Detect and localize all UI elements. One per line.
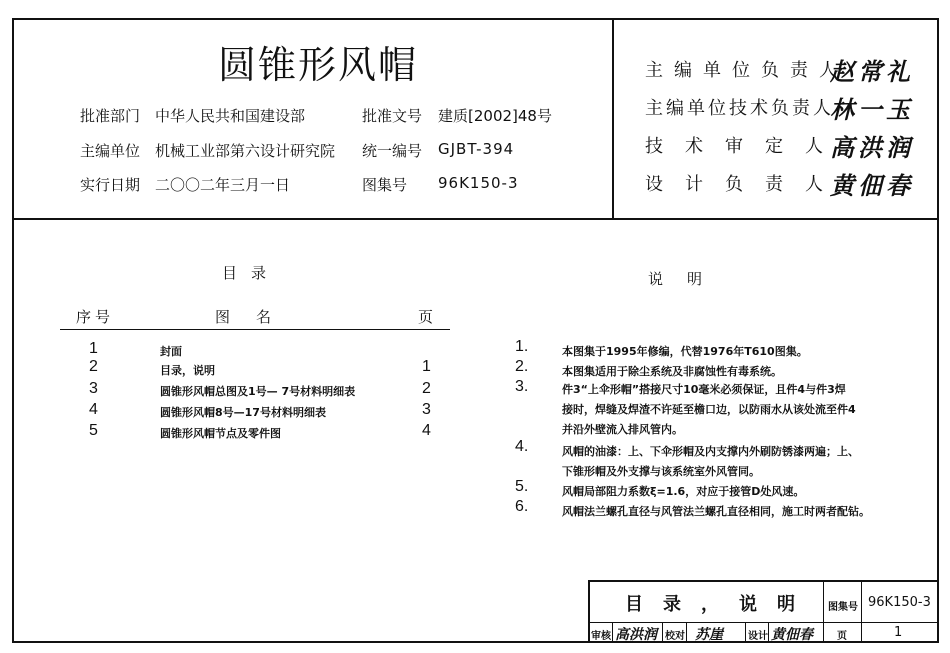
field-value-effective-date: 二〇〇二年三月一日 (155, 176, 291, 194)
signature-tech-review: 高洪润 (830, 133, 914, 162)
titleblock-design-signature: 黄佃春 (771, 627, 813, 643)
toc-row-no: 4 (89, 401, 98, 418)
note-number: 6. (515, 498, 529, 515)
note-number: 3. (515, 378, 529, 395)
field-value-atlas-no: 96K150-3 (438, 174, 519, 192)
titleblock-col-rule (662, 622, 663, 643)
notes-heading: 说明 (648, 270, 727, 288)
toc-row-page: 2 (422, 380, 431, 397)
header-divider (12, 218, 939, 220)
note-line: 下锥形帽及外支撑与该系统室外风管同。 (562, 465, 760, 478)
titleblock-atlas-no: 96K150-3 (868, 595, 931, 610)
field-label-unified-no: 统一编号 (362, 142, 423, 160)
note-number: 2. (515, 358, 529, 375)
titleblock-col-rule (823, 580, 824, 643)
titleblock-design-label: 设计 (748, 631, 768, 642)
field-value-approval-no: 建质[2002]48号 (438, 107, 552, 125)
titleblock-col-rule (745, 622, 746, 643)
titleblock-page-label: 页 (837, 631, 847, 642)
signature-tech-chief: 林一玉 (830, 95, 914, 124)
titleblock-top-rule (588, 580, 939, 582)
note-number: 4. (515, 438, 529, 455)
field-value-unified-no: GJBT-394 (438, 140, 515, 158)
signature-role-design-lead: 设计负责人 (645, 174, 845, 195)
toc-row-name: 目录，说明 (160, 364, 215, 377)
titleblock-col-rule (861, 580, 862, 643)
titleblock-col-rule (768, 622, 769, 643)
titleblock-col-rule (612, 622, 613, 643)
titleblock-review-label: 审核 (591, 631, 611, 642)
toc-heading: 目录 (222, 264, 281, 282)
note-line: 并沿外壁流入排风管内。 (562, 423, 683, 436)
note-number: 1. (515, 338, 529, 355)
note-line: 接时，焊缝及焊渣不许延至檐口边，以防雨水从该处流至件4 (562, 403, 856, 416)
toc-row-page: 4 (422, 422, 431, 439)
toc-row-name: 圆锥形风帽总图及1号— 7号材料明细表 (160, 385, 356, 398)
page-title: 圆锥形风帽 (218, 43, 419, 87)
signature-role-tech-chief: 主编单位技术负责人 (645, 98, 834, 119)
note-line: 风帽法兰螺孔直径与风管法兰螺孔直径相同，施工时两者配钻。 (562, 505, 870, 518)
titleblock-title: 目录，说明 (625, 594, 815, 615)
toc-row-no: 3 (89, 380, 98, 397)
field-label-chief-unit: 主编单位 (80, 142, 141, 160)
signature-chief-unit: 赵常礼 (830, 57, 914, 86)
titleblock-col-rule (686, 622, 687, 643)
toc-col-name: 图名 (215, 308, 298, 326)
field-label-atlas-no: 图集号 (362, 176, 408, 194)
titleblock-review-signature: 高洪润 (615, 627, 657, 643)
titleblock-check-label: 校对 (665, 631, 685, 642)
toc-row-no: 1 (89, 340, 98, 357)
toc-row-page: 3 (422, 401, 431, 418)
titleblock-page-no: 1 (894, 625, 903, 640)
signature-role-tech-review: 技术审定人 (645, 136, 845, 157)
field-label-approving-dept: 批准部门 (80, 107, 141, 125)
field-label-approval-no: 批准文号 (362, 107, 423, 125)
signature-role-chief-unit: 主编单位负责人 (645, 60, 848, 81)
field-value-chief-unit: 机械工业部第六设计研究院 (155, 142, 336, 160)
toc-row-no: 2 (89, 358, 98, 375)
note-line: 件3“上伞形帽”搭接尺寸10毫米必须保证，且件4与件3焊 (562, 383, 846, 396)
toc-row-name: 圆锥形风帽8号—17号材料明细表 (160, 406, 326, 419)
field-label-effective-date: 实行日期 (80, 176, 141, 194)
field-value-approving-dept: 中华人民共和国建设部 (155, 107, 306, 125)
toc-row-name: 封面 (160, 345, 182, 358)
toc-header-rule (60, 329, 450, 330)
titleblock-check-signature: 苏崖 (695, 627, 723, 643)
toc-col-no: 序号 (76, 308, 115, 326)
titleblock-mid-rule (588, 622, 939, 623)
signature-design-lead: 黄佃春 (830, 171, 914, 200)
toc-row-name: 圆锥形风帽节点及零件图 (160, 427, 281, 440)
titleblock-atlas-label: 图集号 (828, 602, 858, 613)
toc-col-page: 页 (418, 308, 434, 326)
note-line: 本图集于1995年修编，代替1976年T610图集。 (562, 345, 808, 358)
toc-row-no: 5 (89, 422, 98, 439)
note-line: 风帽局部阻力系数ξ=1.6，对应于接管D处风速。 (562, 485, 805, 498)
note-number: 5. (515, 478, 529, 495)
note-line: 风帽的油漆：上、下伞形帽及内支撑内外刷防锈漆两遍；上、 (562, 445, 859, 458)
toc-row-page: 1 (422, 358, 431, 375)
titleblock-left-rule (588, 580, 590, 643)
note-line: 本图集适用于除尘系统及非腐蚀性有毒系统。 (562, 365, 782, 378)
header-column-divider (612, 18, 614, 218)
